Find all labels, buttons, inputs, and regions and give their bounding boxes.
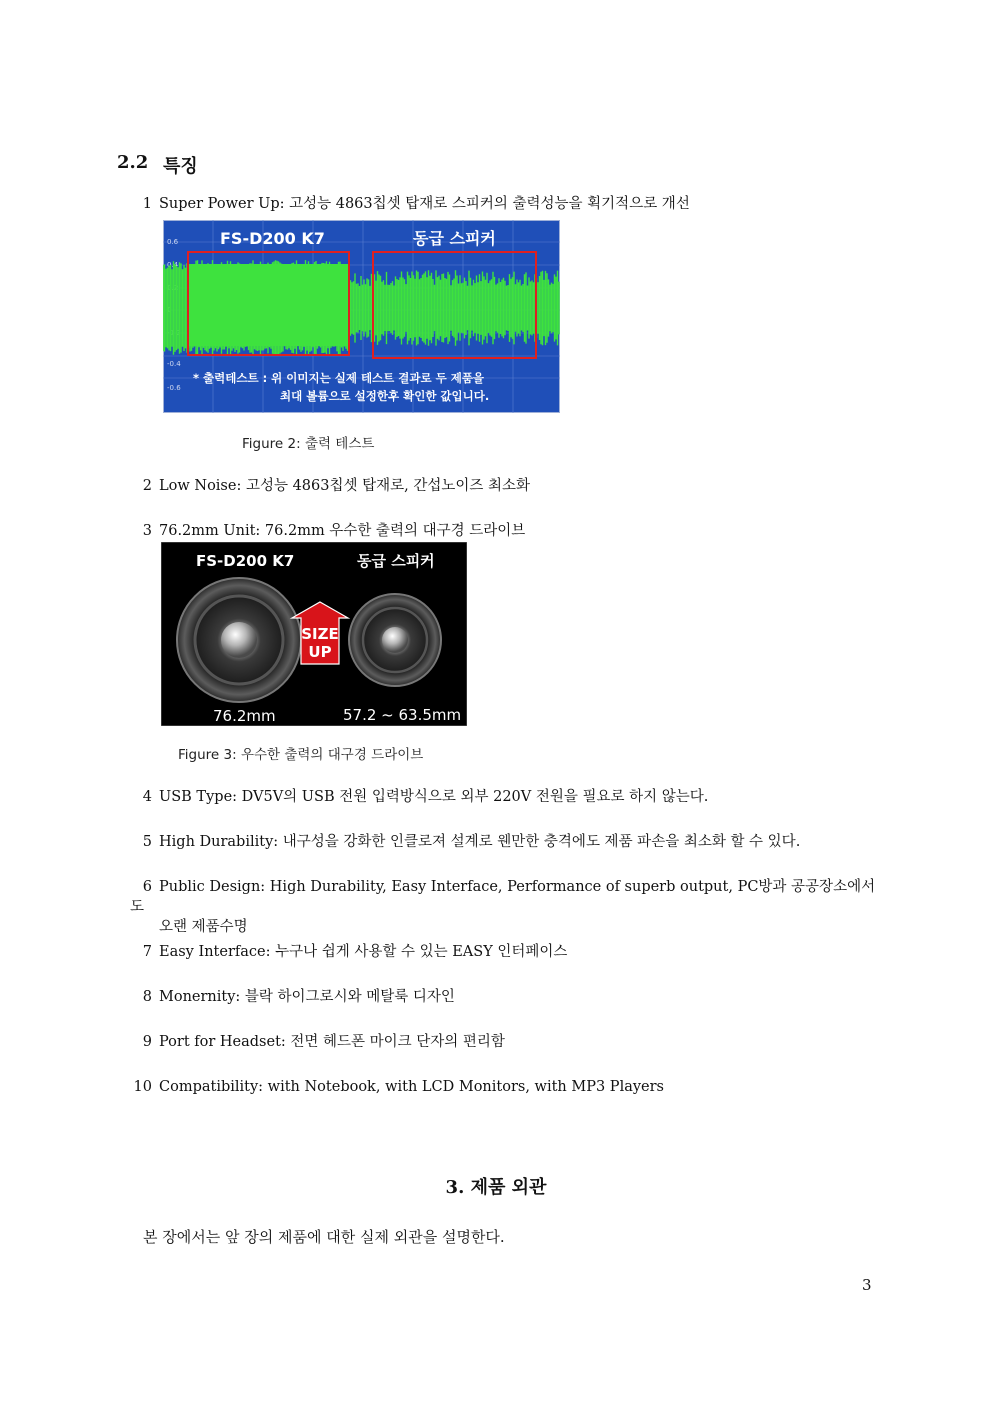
list-item bbox=[130, 194, 880, 214]
section-title: 특징 bbox=[163, 156, 198, 177]
item-text: Public Design: High Durability, Easy Interface, Performance of superb output, PC방과 공공장소에서도 bbox=[130, 879, 876, 915]
output-test-image bbox=[163, 220, 560, 413]
badge-line1: SIZE bbox=[301, 625, 339, 643]
chapter-title: 3. 제품 외관 bbox=[445, 1177, 547, 1198]
item-text: Super Power Up: 고성능 4863칩셋 탑재로 스피커의 출력성능을 획기적으로 개선 bbox=[159, 196, 690, 212]
badge-line2: UP bbox=[308, 643, 332, 661]
figure3-left-label: FS-D200 K7 bbox=[196, 552, 295, 570]
figure2-caption: Figure 2: 출력 테스트 bbox=[242, 436, 375, 452]
list-item bbox=[130, 521, 880, 541]
list-item bbox=[130, 476, 880, 496]
y-tick: 0.6 bbox=[167, 238, 179, 246]
y-tick: -0.6 bbox=[167, 384, 181, 392]
list-item bbox=[130, 787, 880, 807]
item-text: 76.2mm Unit: 76.2mm 우수한 출력의 대구경 드라이브 bbox=[159, 523, 526, 539]
figure3-right-size: 57.2 ~ 63.5mm bbox=[343, 706, 462, 724]
list-item bbox=[130, 877, 880, 937]
figure2-right-label: 동급 스피커 bbox=[413, 229, 496, 248]
item-number: 1 bbox=[142, 196, 152, 212]
section-number: 2.2 bbox=[117, 152, 149, 173]
y-tick: 0.4 bbox=[167, 261, 179, 269]
item-number: 7 bbox=[142, 944, 152, 960]
y-tick: -0.4 bbox=[167, 360, 181, 368]
list-item bbox=[130, 987, 880, 1007]
figure3-left-size: 76.2mm bbox=[213, 707, 276, 725]
item-text: Low Noise: 고성능 4863칩셋 탑재로, 간섭노이즈 최소화 bbox=[159, 478, 531, 494]
item-text: USB Type: DV5V의 USB 전원 입력방식으로 외부 220V 전원을 필요로 하지 않는다. bbox=[159, 789, 709, 805]
list-item bbox=[130, 832, 880, 852]
item-text-continued: 오랜 제품수명 bbox=[159, 919, 248, 935]
item-number: 6 bbox=[142, 879, 152, 895]
figure2-left-label: FS-D200 K7 bbox=[220, 229, 325, 248]
item-text: Easy Interface: 누구나 쉽게 사용할 수 있는 EASY 인터페이스 bbox=[159, 944, 568, 960]
item-text: High Durability: 내구성을 강화한 인클로져 설계로 웬만한 충격에도 제품 파손을 최소화 할 수 있다. bbox=[159, 834, 801, 850]
output-test-figure bbox=[163, 220, 560, 413]
item-number: 3 bbox=[142, 523, 152, 539]
figure2-note-line2: 최대 볼륨으로 설정한후 확인한 값입니다. bbox=[280, 389, 490, 403]
item-number: 10 bbox=[133, 1079, 152, 1095]
item-number: 5 bbox=[142, 834, 152, 850]
list-item bbox=[130, 1077, 880, 1097]
item-text: Monernity: 블락 하이그로시와 메탈룩 디자인 bbox=[159, 989, 455, 1005]
item-text: Compatibility: with Notebook, with LCD Monitors, with MP3 Players bbox=[159, 1079, 664, 1095]
list-item bbox=[130, 1032, 880, 1052]
item-number: 4 bbox=[142, 789, 152, 805]
figure2-note-line1: * 출력테스트 : 위 이미지는 실제 테스트 결과로 두 제품을 bbox=[193, 371, 485, 385]
item-number: 2 bbox=[142, 478, 152, 494]
chapter-intro: 본 장에서는 앞 장의 제품에 대한 실제 외관을 설명한다. bbox=[143, 1228, 505, 1246]
item-number: 8 bbox=[142, 989, 152, 1005]
item-text: Port for Headset: 전면 헤드폰 마이크 단자의 편리함 bbox=[159, 1034, 505, 1050]
speaker-size-image bbox=[161, 542, 467, 726]
speaker-size-figure bbox=[161, 542, 467, 726]
list-item bbox=[130, 942, 880, 962]
page-number: 3 bbox=[862, 1276, 872, 1294]
figure3-caption: Figure 3: 우수한 출력의 대구경 드라이브 bbox=[178, 747, 424, 763]
item-number: 9 bbox=[142, 1034, 152, 1050]
figure3-right-label: 동급 스피커 bbox=[357, 552, 435, 570]
